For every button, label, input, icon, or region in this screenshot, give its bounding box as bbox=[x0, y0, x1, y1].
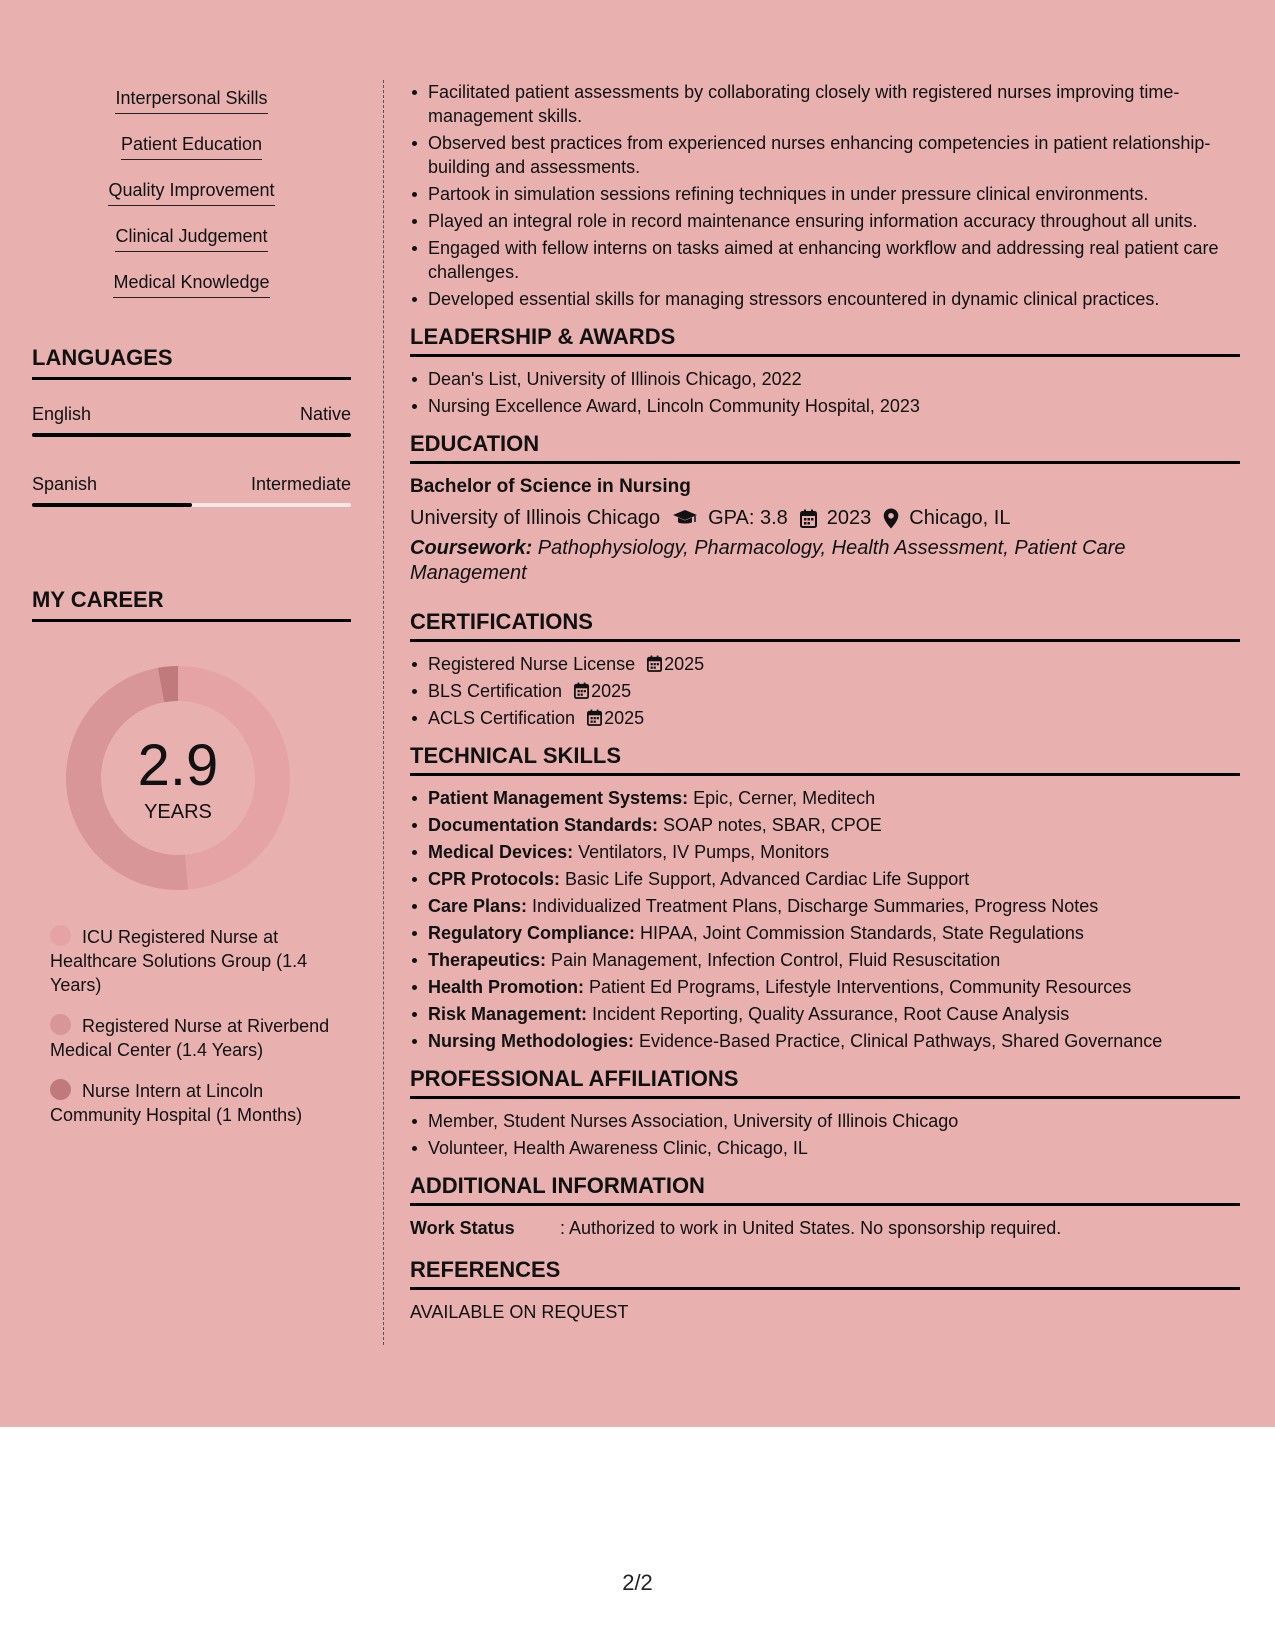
skills-list bbox=[32, 86, 351, 316]
certification-item bbox=[428, 706, 1240, 730]
graduation-year: 2023 bbox=[826, 507, 872, 529]
experience-bullet: Developed essential skills for managing stressors encountered in dynamic clinical practices. bbox=[428, 287, 1240, 311]
tech-skill-item bbox=[428, 948, 1240, 972]
references-text: AVAILABLE ON REQUEST bbox=[410, 1302, 629, 1322]
references-section bbox=[410, 1256, 1240, 1324]
language-row-english bbox=[32, 402, 351, 426]
education-section bbox=[410, 430, 1240, 586]
section-title: TECHNICAL SKILLS bbox=[410, 742, 1240, 776]
tech-skill-item bbox=[428, 1029, 1240, 1053]
leadership-section bbox=[410, 323, 1240, 418]
calendar-icon bbox=[647, 655, 662, 672]
career-donut-center bbox=[65, 665, 291, 891]
tech-skill-item bbox=[428, 921, 1240, 945]
section-title: EDUCATION bbox=[410, 430, 1240, 464]
affiliation-item: Member, Student Nurses Association, University of Illinois Chicago bbox=[428, 1109, 1240, 1133]
section-title: ADDITIONAL INFORMATION bbox=[410, 1172, 1240, 1206]
language-bar-fill bbox=[32, 503, 192, 507]
tech-skill-value: Epic, Cerner, Meditech bbox=[688, 788, 876, 808]
tech-skill-value: Incident Reporting, Quality Assurance, Root Cause Analysis bbox=[587, 1004, 1070, 1024]
certification-item bbox=[428, 652, 1240, 676]
tech-skill-label: Documentation Standards: bbox=[428, 815, 659, 835]
main-content bbox=[410, 80, 1240, 1324]
tech-skill-value: HIPAA, Joint Commission Standards, State Regulations bbox=[635, 923, 1084, 943]
career-legend-label: Nurse Intern at Lincoln Community Hospital (1 Months) bbox=[50, 1081, 303, 1125]
language-row-spanish bbox=[32, 472, 351, 496]
calendar-icon bbox=[800, 509, 817, 528]
degree-title: Bachelor of Science in Nursing bbox=[410, 476, 691, 497]
tech-skill-label: Nursing Methodologies: bbox=[428, 1031, 634, 1051]
affiliations-section bbox=[410, 1065, 1240, 1160]
education-details bbox=[410, 504, 1240, 532]
legend-dot bbox=[50, 1079, 71, 1100]
certification-year: 2025 bbox=[591, 681, 632, 701]
experience-bullet: Engaged with fellow interns on tasks aimed at enhancing workflow and addressing real patient care challenges. bbox=[428, 236, 1240, 284]
experience-bullet: Partook in simulation sessions refining techniques in under pressure clinical environments. bbox=[428, 182, 1240, 206]
skill-item: Patient Education bbox=[121, 132, 262, 160]
coursework-label: Coursework: bbox=[410, 537, 533, 559]
career-total-years: 2.9 bbox=[137, 733, 219, 798]
section-title: CERTIFICATIONS bbox=[410, 608, 1240, 642]
language-name: Spanish bbox=[32, 474, 98, 494]
certification-item bbox=[428, 679, 1240, 703]
tech-skill-label: Regulatory Compliance: bbox=[428, 923, 636, 943]
award-item: Nursing Excellence Award, Lincoln Community Hospital, 2023 bbox=[428, 394, 1240, 418]
page-number: 2/2 bbox=[622, 1570, 653, 1595]
legend-dot bbox=[50, 1014, 71, 1035]
tech-skill-label: Care Plans: bbox=[428, 896, 528, 916]
career-legend-item bbox=[50, 925, 335, 997]
tech-skill-item bbox=[428, 975, 1240, 999]
career-legend-item bbox=[50, 1014, 335, 1062]
tech-skill-value: Individualized Treatment Plans, Discharge Summaries, Progress Notes bbox=[527, 896, 1099, 916]
coursework bbox=[410, 536, 1240, 586]
tech-skill-label: Therapeutics: bbox=[428, 950, 547, 970]
tech-skill-value: Pain Management, Infection Control, Fluid Resuscitation bbox=[546, 950, 1001, 970]
graduation-cap-icon bbox=[672, 509, 698, 527]
experience-bullet: Observed best practices from experienced nurses enhancing competencies in patient relationship-building and assessments. bbox=[428, 131, 1240, 179]
career-heading: MY CAREER bbox=[32, 586, 351, 622]
legend-dot bbox=[50, 925, 71, 946]
experience-bullet: Played an integral role in record maintenance ensuring information accuracy throughout all units. bbox=[428, 209, 1240, 233]
work-status-value: : Authorized to work in United States. No sponsorship required. bbox=[560, 1218, 1062, 1238]
experience-bullets bbox=[410, 80, 1240, 311]
additional-info-section bbox=[410, 1172, 1240, 1240]
tech-skill-label: Risk Management: bbox=[428, 1004, 588, 1024]
gpa: GPA: 3.8 bbox=[708, 507, 788, 529]
affiliation-item: Volunteer, Health Awareness Clinic, Chicago, IL bbox=[428, 1136, 1240, 1160]
languages-heading: LANGUAGES bbox=[32, 344, 351, 380]
calendar-icon bbox=[574, 682, 589, 699]
work-status-row bbox=[410, 1216, 1240, 1240]
career-legend bbox=[50, 925, 335, 1144]
certification-year: 2025 bbox=[604, 708, 645, 728]
language-level: Intermediate bbox=[250, 474, 351, 494]
certification-name: Registered Nurse License bbox=[428, 654, 636, 674]
school-location: Chicago, IL bbox=[909, 507, 1011, 529]
language-name: English bbox=[32, 404, 92, 424]
location-pin-icon bbox=[883, 508, 899, 529]
tech-skill-label: CPR Protocols: bbox=[428, 869, 561, 889]
tech-skill-label: Medical Devices: bbox=[428, 842, 574, 862]
skill-item: Interpersonal Skills bbox=[115, 86, 267, 114]
column-divider bbox=[383, 80, 384, 1345]
tech-skill-item bbox=[428, 894, 1240, 918]
language-bar-english bbox=[32, 433, 351, 437]
work-status-label: Work Status bbox=[410, 1218, 515, 1238]
certification-name: BLS Certification bbox=[428, 681, 563, 701]
technical-skills-section bbox=[410, 742, 1240, 1053]
certification-name: ACLS Certification bbox=[428, 708, 576, 728]
tech-skill-item bbox=[428, 813, 1240, 837]
coursework-list: Pathophysiology, Pharmacology, Health Assessment, Patient Care Management bbox=[410, 537, 1126, 584]
section-title: PROFESSIONAL AFFILIATIONS bbox=[410, 1065, 1240, 1099]
section-title: REFERENCES bbox=[410, 1256, 1240, 1290]
certification-year: 2025 bbox=[664, 654, 705, 674]
award-item: Dean's List, University of Illinois Chicago, 2022 bbox=[428, 367, 1240, 391]
skill-item: Clinical Judgement bbox=[115, 224, 267, 252]
language-bar-spanish bbox=[32, 503, 351, 507]
career-years-unit: YEARS bbox=[144, 801, 212, 823]
career-legend-label: Registered Nurse at Riverbend Medical Center (1.4 Years) bbox=[50, 1016, 330, 1060]
skill-item: Medical Knowledge bbox=[113, 270, 269, 298]
language-level: Native bbox=[299, 404, 351, 424]
tech-skill-value: Patient Ed Programs, Lifestyle Interventions, Community Resources bbox=[584, 977, 1132, 997]
career-legend-label: ICU Registered Nurse at Healthcare Solutions Group (1.4 Years) bbox=[50, 927, 308, 995]
tech-skill-value: Ventilators, IV Pumps, Monitors bbox=[573, 842, 830, 862]
certifications-section bbox=[410, 608, 1240, 730]
experience-bullet: Facilitated patient assessments by collaborating closely with registered nurses improving time-management skills. bbox=[428, 80, 1240, 128]
skill-item: Quality Improvement bbox=[108, 178, 274, 206]
tech-skill-item bbox=[428, 786, 1240, 810]
tech-skill-item bbox=[428, 840, 1240, 864]
school-name: University of Illinois Chicago bbox=[410, 507, 661, 529]
tech-skill-item bbox=[428, 1002, 1240, 1026]
calendar-icon bbox=[587, 709, 602, 726]
tech-skill-value: Evidence-Based Practice, Clinical Pathways, Shared Governance bbox=[634, 1031, 1163, 1051]
tech-skill-item bbox=[428, 867, 1240, 891]
tech-skill-label: Health Promotion: bbox=[428, 977, 584, 997]
career-legend-item bbox=[50, 1079, 335, 1127]
tech-skill-value: Basic Life Support, Advanced Cardiac Life Support bbox=[560, 869, 970, 889]
tech-skill-value: SOAP notes, SBAR, CPOE bbox=[658, 815, 882, 835]
language-bar-fill bbox=[32, 433, 351, 437]
tech-skill-label: Patient Management Systems: bbox=[428, 788, 689, 808]
section-title: LEADERSHIP & AWARDS bbox=[410, 323, 1240, 357]
